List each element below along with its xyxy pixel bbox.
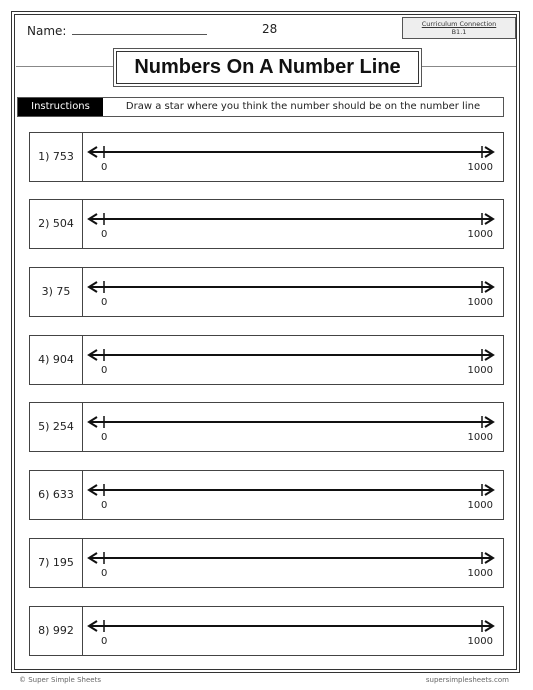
problem-row xyxy=(29,470,504,520)
number-line[interactable] xyxy=(82,471,503,519)
curriculum-title: Curriculum Connection xyxy=(421,20,497,28)
problem-number: 4) 904 xyxy=(30,336,83,384)
problem-row xyxy=(29,335,504,385)
problem-number: 6) 633 xyxy=(30,471,83,519)
start-label: 0 xyxy=(101,297,108,308)
problem-row xyxy=(29,267,504,317)
number-line[interactable] xyxy=(82,539,503,587)
name-field xyxy=(27,22,207,38)
curriculum-connection-box xyxy=(402,17,516,39)
number-line[interactable] xyxy=(82,268,503,316)
problem-row xyxy=(29,199,504,249)
end-label: 1000 xyxy=(467,162,493,173)
start-label: 0 xyxy=(101,500,108,511)
start-label: 0 xyxy=(101,636,108,647)
start-label: 0 xyxy=(101,229,108,240)
end-label: 1000 xyxy=(467,229,493,240)
problem-row xyxy=(29,538,504,588)
footer-copyright: © Super Simple Sheets xyxy=(19,676,101,684)
number-line[interactable] xyxy=(82,336,503,384)
end-label: 1000 xyxy=(467,297,493,308)
name-label: Name: xyxy=(27,24,67,38)
problem-row xyxy=(29,606,504,656)
number-line[interactable] xyxy=(82,607,503,655)
start-label: 0 xyxy=(101,432,108,443)
instructions-label: Instructions xyxy=(18,98,103,116)
start-label: 0 xyxy=(101,162,108,173)
worksheet-title: Numbers On A Number Line xyxy=(134,56,401,78)
curriculum-code: B1.1 xyxy=(451,28,467,36)
end-label: 1000 xyxy=(467,636,493,647)
instructions-text: Draw a star where you think the number should be on the number line xyxy=(125,101,481,112)
page-number: 28 xyxy=(262,22,278,36)
end-label: 1000 xyxy=(467,500,493,511)
problem-number: 1) 753 xyxy=(30,133,83,181)
start-label: 0 xyxy=(101,568,108,579)
title-box xyxy=(116,51,419,84)
problem-number: 7) 195 xyxy=(30,539,83,587)
problem-number: 2) 504 xyxy=(30,200,83,248)
name-line[interactable] xyxy=(72,22,207,35)
end-label: 1000 xyxy=(467,568,493,579)
instructions-bar xyxy=(17,97,504,117)
number-line[interactable] xyxy=(82,200,503,248)
problem-number: 8) 992 xyxy=(30,607,83,655)
problem-number: 3) 75 xyxy=(30,268,83,316)
problem-row xyxy=(29,402,504,452)
footer-website: supersimplesheets.com xyxy=(425,676,509,684)
end-label: 1000 xyxy=(467,365,493,376)
problem-number: 5) 254 xyxy=(30,403,83,451)
start-label: 0 xyxy=(101,365,108,376)
number-line[interactable] xyxy=(82,133,503,181)
end-label: 1000 xyxy=(467,432,493,443)
number-line[interactable] xyxy=(82,403,503,451)
problem-row xyxy=(29,132,504,182)
